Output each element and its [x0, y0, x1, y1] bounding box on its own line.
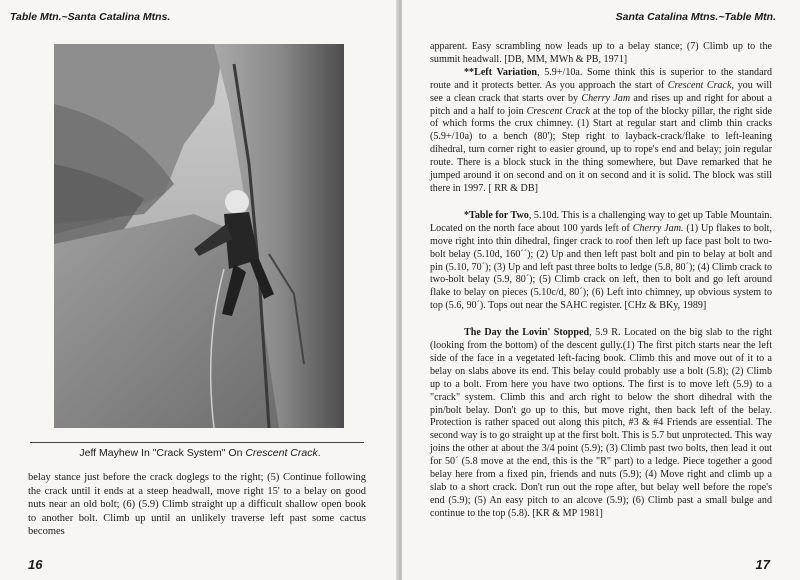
text-run: , 5.9+/10a. Some think this is superior to the standard route and it protects better. As you approach the start of — [430, 66, 772, 91]
right-page — [402, 0, 800, 580]
caption-end: . — [317, 447, 321, 459]
photo-caption — [30, 447, 370, 459]
climber-photo — [54, 44, 344, 428]
right-running-header: Santa Catalina Mtns.~Table Mtn. — [615, 11, 776, 23]
paragraph-left-variation — [430, 67, 772, 196]
route-ref: Cherry Jam. — [632, 222, 684, 234]
paragraph-continuation: apparent. Easy scrambling now leads up to a belay stance; (7) Climb up to the summit headwall. [DB, MM, MWh & PB, 1971] — [430, 41, 772, 65]
text-run: , 5.10d. This is a challenging way to get up Table Mountain. Located on the north face about 100 yards left of — [430, 209, 772, 234]
right-page-number: 17 — [755, 557, 770, 572]
left-page-number: 16 — [28, 557, 43, 572]
text-run: , 5.9 R. Located on the big slab to the right (looking from the bottom) of the descent gully.(1) The first pitch starts near the left side of the face in a vegetated left-facing book. Climb this and move out of it to a belay on slabs above its end. This belay could probably use a bolt (5.8); (2) Climb up to a bolt. From here you have two options. The first is to move left (5.9) to a "crack" system. Climb this and arch right to below the short dihedral with the pin/bolt belay. Don't go up to this, but move right, then back left of the belay. Protection is rather spaced out along this pitch, #3 & #4 Friends are essential. The second way is to go straight up at the first bolt. This is 5.7 but unprotected. This way joins the other at about the 3/4 point (5.9); (3) Climb past two bolts, then lead it out for 50´ (5.8 move at the end, this is the "R" part) to a ledge. Piece together a good belay here from a fixed pin, friends and nuts (5.9); (4) Move right and climb up a slab to a short crack. Don't run out the rope after, but belay well before the rope's end (5.9); (5) An easy pitch to an alcove (5.9); (6) Climb past a small bulge and continue to the top (5.8). [KR & MP 1981] — [430, 327, 772, 519]
caption-text: Jeff Mayhew In "Crack System" On — [79, 447, 246, 459]
text-run: you will see a clean crack that starts over by — [430, 79, 772, 104]
route-ref: Cherry Jam — [581, 92, 631, 104]
text-run: and rises up and right for about a pitch and a half to join — [430, 92, 772, 117]
route-ref: Crescent Crack — [526, 105, 590, 117]
text-run: at the top of the blocky pillar, the right side of which forms the crux chimney. (1) Start at regular start and climb thin cracks (5.9+/10a) to a bench (80'); Step right to layback-crack/flake to left-leaning dihedral, turn corner right to easier ground, up to rope's end and belay; join regular route. There is a block stuck in the thing somewhere, but Dave remarked that he jumped around it on second and on it on second and it is solid. The block was still there in 1997. [ RR & DB] — [430, 105, 772, 194]
text-run: (1) Up flakes to bolt, move right into thin dihedral, finger crack to roof then left up face past bolt to two-bolt belay (5.10d, 160´´); (2) Up and then left past bolt and pin to belay at bolt and pin (5.10, 70´); (3) Up and left past three bolts to ledge (5.8, 80´); (4) Climb crack to two-bolt belay (5.9, 80´); (5) Climb crack on left, then to bolt and go left around flake to belay on pieces (5.10c/d, 80´); (6) Left into chimney, up obvious system to top (5.6, 90´). Tops out near the SAHC register. [CHz & BKy, 1989] — [430, 222, 772, 312]
caption-route-name: Crescent Crack — [245, 447, 318, 459]
route-title-left-variation: **Left Variation — [464, 66, 538, 78]
route-title-day-lovin-stopped: The Day the Lovin' Stopped — [464, 327, 590, 339]
caption-rule — [30, 442, 364, 443]
right-body-text — [430, 41, 772, 521]
route-title-table-for-two: *Table for Two — [464, 209, 529, 221]
left-body-text: belay stance just before the crack doglegs to the right; (5) Continue following the crack until it ends at a steep headwall, move right 15' to a belay on good nuts near an old bolt; (6) (5.9) Climb straight up a difficult shallow open book to another bolt. Climb up until an unlikely traverse left past some cactus becomes — [28, 472, 366, 538]
paragraph-day-the-lovin-stopped — [430, 327, 772, 521]
paragraph-table-for-two — [430, 210, 772, 313]
left-running-header: Table Mtn.~Santa Catalina Mtns. — [10, 11, 171, 23]
left-page — [0, 0, 398, 580]
route-ref: Crescent Crack, — [667, 79, 735, 91]
